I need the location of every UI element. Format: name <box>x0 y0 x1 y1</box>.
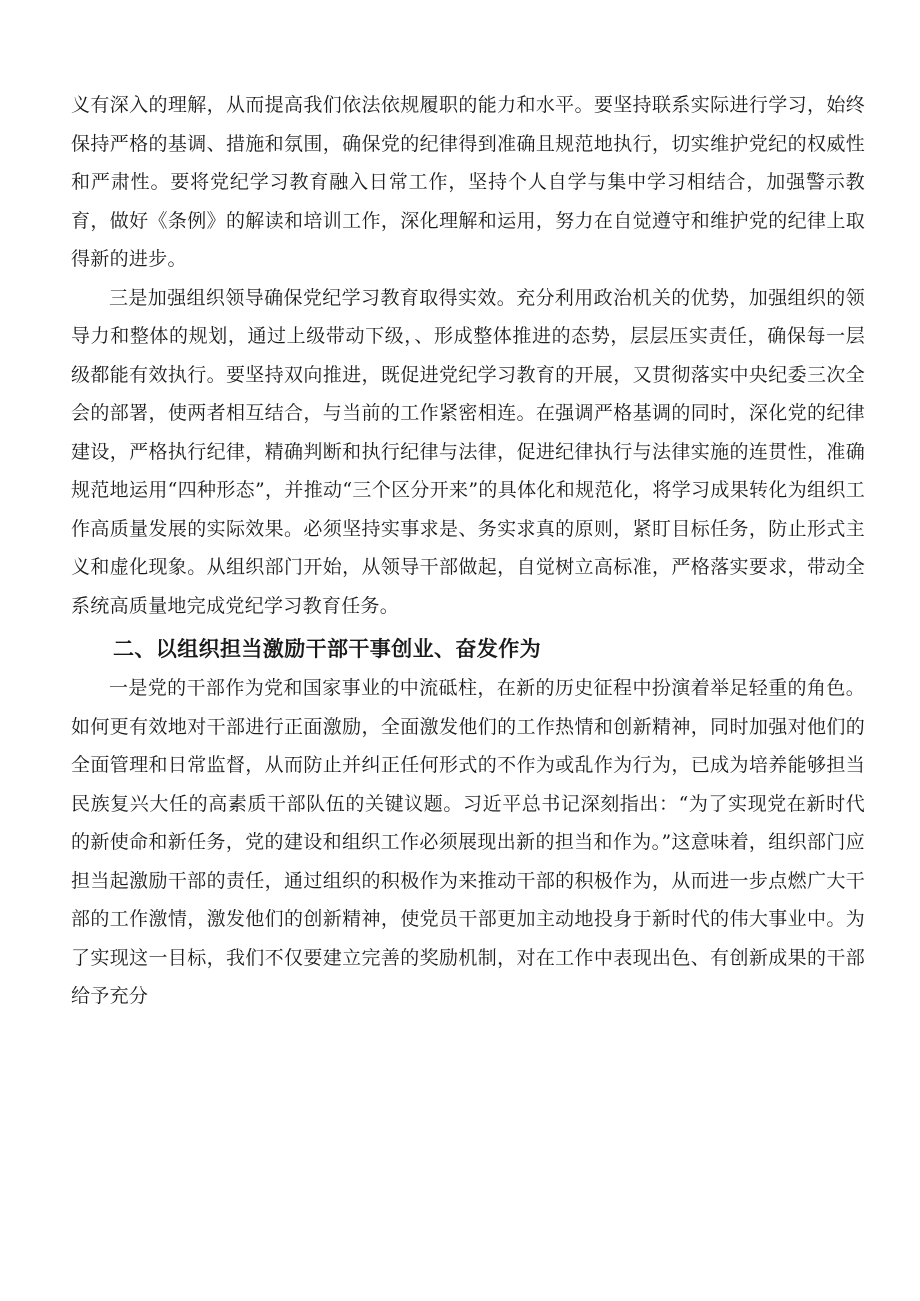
paragraph-cadre-incentive: 一是党的干部作为党和国家事业的中流砥柱，在新的历史征程中扮演着举足轻重的角色。如何更有效地对干部进行正面激励，全面激发他们的工作热情和创新精神，同时加强对他们的全面管理和日常监督，从而防止并纠正任何形式的不作为或乱作为行为，已成为培养能够担当民族复兴大任的高素质干部队伍的关键议题。习近平总书记深刻指出：“为了实现党在新时代的新使命和新任务，党的建设和组织工作必须展现出新的担当和作为。”这意味着，组织部门应担当起激励干部的责任，通过组织的积极作为来推动干部的积极作为，从而进一步点燃广大干部的工作激情，激发他们的创新精神，使党员干部更加主动地投身于新时代的伟大事业中。为了实现这一目标，我们不仅要建立完善的奖励机制，对在工作中表现出色、有创新成果的干部给予充分 <box>71 677 865 1007</box>
section-heading-2: 二、以组织担当激励干部干事创业、奋发作为 <box>113 637 541 661</box>
paragraph-continued: 义有深入的理解，从而提高我们依法依规履职的能力和水平。要坚持联系实际进行学习，始终保持严格的基调、措施和氛围，确保党的纪律得到准确且规范地执行，切实维护党纪的权威性和严肃性。要将党纪学习教育融入日常工作，坚持个人自学与集中学习相结合，加强警示教育，做好《条例》的解读和培训工作，深化理解和运用，努力在自觉遵守和维护党的纪律上取得新的进步。 <box>71 94 865 270</box>
paragraph-organization-leadership: 三是加强组织领导确保党纪学习教育取得实效。充分利用政治机关的优势，加强组织的领导力和整体的规划，通过上级带动下级，、形成整体推进的态势，层层压实责任，确保每一层级都能有效执行。要坚持双向推进，既促进党纪学习教育的开展，又贯彻落实中央纪委三次全会的部署，使两者相互结合，与当前的工作紧密相连。在强调严格基调的同时，深化党的纪律建设，严格执行纪律，精确判断和执行纪律与法律，促进纪律执行与法律实施的连贯性，准确规范地运用“四种形态”，并推动“三个区分开来”的具体化和规范化，将学习成果转化为组织工作高质量发展的实际效果。必须坚持实事求是、务实求真的原则，紧盯目标任务，防止形式主义和虚化现象。从组织部门开始，从领导干部做起，自觉树立高标准，严格落实要求，带动全系统高质量地完成党纪学习教育任务。 <box>71 286 865 617</box>
document-page <box>71 86 865 1016</box>
